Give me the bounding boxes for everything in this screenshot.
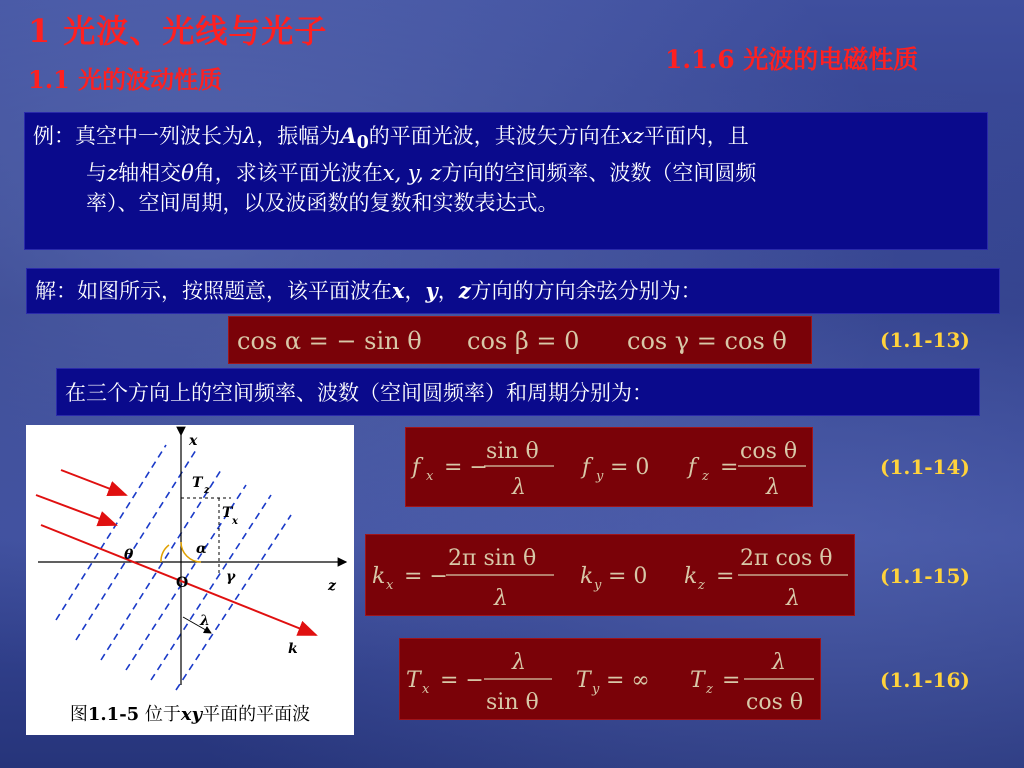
tx-denominator: sin θ bbox=[486, 690, 539, 715]
x-symbol: x bbox=[392, 278, 405, 303]
problem-line-2 bbox=[33, 158, 977, 188]
problem-text: ，振幅为 bbox=[256, 124, 341, 148]
tx-numerator: λ bbox=[512, 650, 526, 675]
fx-subscript: x bbox=[426, 469, 434, 484]
ty-symbol: T bbox=[576, 668, 591, 693]
kx-equals: = − bbox=[404, 564, 448, 589]
ky-value: = 0 bbox=[608, 564, 648, 589]
problem-text: 真空中一列波长为 bbox=[75, 124, 243, 148]
tx-equals: = − bbox=[440, 668, 484, 693]
slide-title: 1 光波、光线与光子 bbox=[28, 12, 328, 50]
slide-subtitle: 1.1 光的波动性质 bbox=[28, 65, 223, 94]
y-symbol: y bbox=[425, 278, 438, 303]
fx-symbol: f bbox=[412, 455, 421, 480]
equation-1-1-13-svg bbox=[229, 317, 811, 363]
equation-number-15: (1.1-15) bbox=[880, 564, 970, 588]
fy-value: = 0 bbox=[610, 455, 650, 480]
equation-1-1-14-svg bbox=[406, 428, 812, 506]
problem-line-1 bbox=[33, 121, 977, 158]
lambda-symbol: λ bbox=[243, 124, 257, 148]
tz-numerator: λ bbox=[772, 650, 786, 675]
equation-number-14: (1.1-14) bbox=[880, 455, 970, 479]
ky-symbol: k bbox=[580, 564, 594, 589]
problem-text: 方向的空间频率、波数（空间圆频 bbox=[441, 161, 757, 186]
wavefront-line bbox=[76, 450, 196, 640]
problem-text: 角，求该平面光波在 bbox=[193, 161, 383, 186]
caption-text: 位于 bbox=[139, 704, 181, 725]
separator: ， bbox=[404, 279, 426, 303]
problem-text: 平面内，且 bbox=[643, 124, 749, 148]
fy-subscript: y bbox=[596, 469, 604, 484]
eq13-term-2: cos β = 0 bbox=[467, 327, 580, 355]
caption-text: 平面的平面波 bbox=[202, 704, 311, 725]
tx-eq-symbol: T bbox=[406, 668, 421, 693]
tz-eq-symbol: T bbox=[690, 668, 705, 693]
separator: ， bbox=[437, 279, 459, 303]
solution-box bbox=[26, 268, 1000, 314]
fz-subscript: z bbox=[702, 469, 709, 484]
eq13-term-1: cos α = − sin θ bbox=[237, 327, 422, 355]
kz-symbol: k bbox=[684, 564, 698, 589]
tx-label: T bbox=[222, 505, 233, 521]
kx-subscript: x bbox=[386, 578, 394, 593]
intro-box: 在三个方向上的空间频率、波数（空间圆频率）和周期分别为： bbox=[56, 368, 980, 416]
eq13-term-3: cos γ = cos θ bbox=[627, 327, 787, 355]
caption-plane: xy bbox=[180, 704, 203, 725]
equation-1-1-15 bbox=[365, 534, 855, 616]
problem-text: 的平面光波，其波矢方向在 bbox=[368, 124, 621, 148]
equation-1-1-16 bbox=[399, 638, 821, 720]
tz-label: T bbox=[192, 475, 203, 491]
problem-text: 与 bbox=[86, 161, 107, 186]
problem-box bbox=[24, 112, 988, 250]
kz-equals: = bbox=[716, 564, 735, 589]
figure-caption bbox=[26, 700, 354, 726]
ky-subscript: y bbox=[594, 578, 602, 593]
z-axis-label: z bbox=[328, 578, 336, 594]
fx-denominator: λ bbox=[512, 475, 526, 500]
fy-symbol: f bbox=[582, 455, 591, 480]
tx-eq-subscript: x bbox=[422, 682, 430, 697]
solution-text: 如图所示，按照题意，该平面波在 bbox=[77, 279, 392, 303]
caption-text: 图 bbox=[69, 704, 88, 725]
kx-denominator: λ bbox=[494, 586, 508, 611]
figure-panel bbox=[26, 425, 354, 735]
equation-1-1-14 bbox=[405, 427, 813, 507]
section-heading: 1.1.6 光波的电磁性质 bbox=[665, 45, 919, 74]
incident-ray bbox=[61, 470, 126, 495]
gamma-label: γ bbox=[226, 569, 236, 585]
tz-subscript: z bbox=[204, 485, 210, 496]
amplitude-subscript: 0 bbox=[356, 133, 369, 154]
problem-prefix: 例： bbox=[33, 124, 75, 148]
ty-subscript: y bbox=[592, 682, 600, 697]
alpha-label: α bbox=[196, 541, 207, 557]
z-symbol: z bbox=[458, 278, 471, 303]
tx-subscript: x bbox=[232, 516, 238, 527]
z-symbol: z bbox=[107, 161, 119, 186]
caption-number: 1.1-5 bbox=[87, 704, 140, 725]
kz-numerator: 2π cos θ bbox=[740, 546, 833, 571]
origin-label: O bbox=[176, 575, 189, 591]
equation-1-1-13 bbox=[228, 316, 812, 364]
equation-number-13: (1.1-13) bbox=[880, 328, 970, 352]
kz-denominator: λ bbox=[786, 586, 800, 611]
equation-1-1-16-svg bbox=[400, 639, 820, 719]
fz-equals: = bbox=[720, 455, 739, 480]
plane-wave-diagram bbox=[26, 425, 354, 735]
tz-denominator: cos θ bbox=[746, 690, 804, 715]
lambda-label: λ bbox=[200, 613, 210, 629]
incident-ray bbox=[36, 495, 116, 525]
kx-numerator: 2π sin θ bbox=[448, 546, 537, 571]
solution-prefix: 解： bbox=[35, 279, 77, 303]
amplitude-symbol: A bbox=[340, 123, 357, 148]
wavefront-line bbox=[151, 495, 271, 680]
wavefront-line bbox=[56, 445, 166, 620]
fz-symbol: f bbox=[688, 455, 697, 480]
theta-label: θ bbox=[124, 547, 134, 563]
tz-eq-subscript: z bbox=[706, 682, 713, 697]
ty-value: = ∞ bbox=[606, 668, 650, 693]
fz-numerator: cos θ bbox=[740, 439, 798, 464]
wavefront-line bbox=[101, 470, 221, 660]
solution-text: 方向的方向余弦分别为： bbox=[470, 279, 702, 303]
tz-equals: = bbox=[722, 668, 741, 693]
equation-1-1-15-svg bbox=[366, 535, 854, 615]
k-label: k bbox=[288, 641, 298, 657]
problem-line-3: 率）、空间周期，以及波函数的复数和实数表达式。 bbox=[86, 191, 559, 216]
kx-symbol: k bbox=[372, 564, 386, 589]
xyz-symbols: x, y, z bbox=[382, 161, 442, 186]
kz-subscript: z bbox=[698, 578, 705, 593]
fx-numerator: sin θ bbox=[486, 439, 539, 464]
fx-equals: = − bbox=[444, 455, 488, 480]
plane-symbol: xz bbox=[620, 124, 644, 148]
x-axis-label: x bbox=[189, 433, 198, 449]
fz-denominator: λ bbox=[766, 475, 780, 500]
problem-text: 轴相交 bbox=[118, 161, 182, 186]
theta-symbol: θ bbox=[181, 161, 194, 186]
equation-number-16: (1.1-16) bbox=[880, 668, 970, 692]
